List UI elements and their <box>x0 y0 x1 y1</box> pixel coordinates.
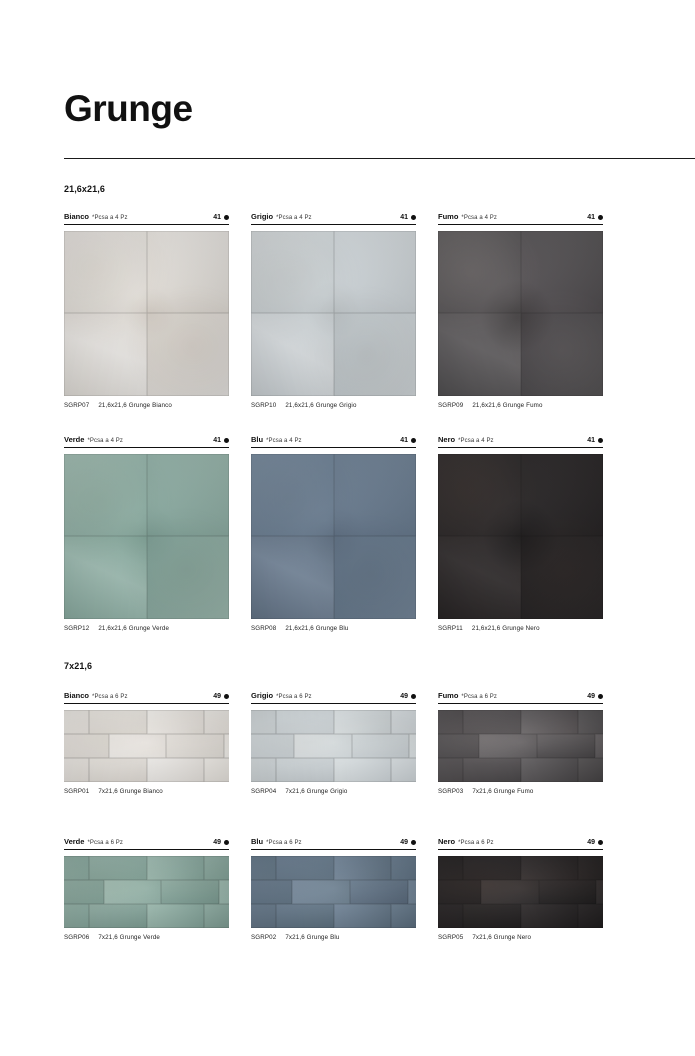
product-head-right <box>587 839 603 846</box>
product-caption <box>438 402 603 409</box>
product-cell-grigio-7[interactable] <box>251 691 416 795</box>
product-row <box>64 212 603 409</box>
pieces-note: *Pcsа a 6 Pz <box>458 840 494 846</box>
color-name: Fumo <box>438 691 459 700</box>
product-head-right <box>587 693 603 700</box>
tile-swatch-image <box>438 856 603 928</box>
product-head-left <box>64 212 128 221</box>
tile-swatch-image <box>251 231 416 396</box>
product-head <box>64 837 229 850</box>
product-head-left <box>251 837 302 846</box>
product-code: SGRP11 <box>438 624 463 632</box>
product-head <box>251 212 416 225</box>
product-caption <box>251 625 416 632</box>
color-name: Blu <box>251 837 264 846</box>
pieces-note: *Pcsа a 4 Pz <box>458 438 494 444</box>
bullet-dot-icon <box>598 694 603 699</box>
product-head-left <box>251 691 312 700</box>
quantity-value: 41 <box>400 214 408 221</box>
tile-swatch-image <box>438 231 603 396</box>
product-code: SGRP01 <box>64 787 90 795</box>
product-description: 7x21,6 Grunge Bianco <box>98 787 163 795</box>
pieces-note: *Pcsа a 4 Pz <box>92 215 128 221</box>
quantity-value: 41 <box>213 437 221 444</box>
product-cell-verde-7[interactable] <box>64 837 229 941</box>
quantity-value: 49 <box>213 693 221 700</box>
product-code: SGRP02 <box>251 933 277 941</box>
tile-swatch-image <box>64 231 229 396</box>
product-cell-blu-216[interactable] <box>251 435 416 632</box>
color-name: Bianco <box>64 212 90 221</box>
product-code: SGRP06 <box>64 933 90 941</box>
product-head <box>64 691 229 704</box>
quantity-value: 41 <box>587 214 595 221</box>
color-name: Blu <box>251 435 264 444</box>
quantity-value: 49 <box>213 839 221 846</box>
product-cell-verde-216[interactable] <box>64 435 229 632</box>
product-cell-grigio-216[interactable] <box>251 212 416 409</box>
product-description: 21,6x21,6 Grunge Blu <box>285 624 349 632</box>
color-name: Verde <box>64 837 85 846</box>
product-description: 7x21,6 Grunge Blu <box>285 933 340 941</box>
product-head <box>438 435 603 448</box>
quantity-value: 49 <box>400 693 408 700</box>
product-head-left <box>64 435 123 444</box>
quantity-value: 41 <box>587 437 595 444</box>
product-caption <box>438 625 603 632</box>
product-description: 7x21,6 Grunge Verde <box>98 933 161 941</box>
bullet-dot-icon <box>598 840 603 845</box>
pieces-note: *Pcsа a 6 Pz <box>276 694 312 700</box>
product-head-right <box>213 839 229 846</box>
pieces-note: *Pcsа a 6 Pz <box>92 694 128 700</box>
product-cell-bianco-216[interactable] <box>64 212 229 409</box>
bullet-dot-icon <box>411 215 416 220</box>
bullet-dot-icon <box>598 215 603 220</box>
tile-swatch-image <box>438 710 603 782</box>
product-description: 21,6x21,6 Grunge Fumo <box>472 401 543 409</box>
product-head-right <box>400 214 416 221</box>
product-code: SGRP03 <box>438 787 464 795</box>
product-description: 7x21,6 Grunge Grigio <box>285 787 348 795</box>
product-head-right <box>213 437 229 444</box>
product-code: SGRP07 <box>64 401 90 409</box>
product-cell-fumo-216[interactable] <box>438 212 603 409</box>
product-description: 7x21,6 Grunge Nero <box>472 933 532 941</box>
product-head <box>438 837 603 850</box>
product-caption <box>251 788 416 795</box>
product-cell-nero-7[interactable] <box>438 837 603 941</box>
product-caption <box>64 934 229 941</box>
product-code: SGRP05 <box>438 933 464 941</box>
color-name: Grigio <box>251 691 274 700</box>
section-label-216: 21,6x21,6 <box>64 184 105 194</box>
product-head-right <box>400 437 416 444</box>
product-row <box>64 691 603 795</box>
tile-swatch-image <box>64 856 229 928</box>
product-head <box>251 837 416 850</box>
product-description: 21,6x21,6 Grunge Verde <box>98 624 170 632</box>
product-head <box>64 212 229 225</box>
bullet-dot-icon <box>224 438 229 443</box>
product-head-right <box>400 693 416 700</box>
product-caption <box>64 625 229 632</box>
color-name: Verde <box>64 435 85 444</box>
product-head-left <box>64 691 128 700</box>
product-caption <box>64 402 229 409</box>
product-cell-blu-7[interactable] <box>251 837 416 941</box>
product-head <box>438 212 603 225</box>
product-code: SGRP08 <box>251 624 277 632</box>
product-caption <box>438 788 603 795</box>
product-description: 21,6x21,6 Grunge Nero <box>471 624 540 632</box>
product-code: SGRP10 <box>251 401 277 409</box>
pieces-note: *Pcsа a 4 Pz <box>87 438 123 444</box>
section-label-7: 7x21,6 <box>64 661 93 671</box>
product-head-right <box>400 839 416 846</box>
quantity-value: 49 <box>587 839 595 846</box>
product-description: 21,6x21,6 Grunge Grigio <box>285 401 357 409</box>
product-head-left <box>64 837 123 846</box>
tile-swatch-image <box>251 856 416 928</box>
product-row <box>64 837 603 941</box>
quantity-value: 49 <box>587 693 595 700</box>
bullet-dot-icon <box>411 438 416 443</box>
product-cell-bianco-7[interactable] <box>64 691 229 795</box>
pieces-note: *Pcsа a 4 Pz <box>266 438 302 444</box>
product-caption <box>438 934 603 941</box>
product-cell-nero-216[interactable] <box>438 435 603 632</box>
title-divider <box>64 158 695 159</box>
product-code: SGRP12 <box>64 624 90 632</box>
color-name: Grigio <box>251 212 274 221</box>
bullet-dot-icon <box>224 215 229 220</box>
product-head-left <box>251 435 302 444</box>
tile-swatch-image <box>64 454 229 619</box>
bullet-dot-icon <box>411 840 416 845</box>
tile-swatch-image <box>251 710 416 782</box>
bullet-dot-icon <box>224 694 229 699</box>
product-row <box>64 435 603 632</box>
color-name: Nero <box>438 435 456 444</box>
product-head-left <box>438 691 497 700</box>
color-name: Fumo <box>438 212 459 221</box>
product-head-left <box>438 837 494 846</box>
product-head-right <box>587 437 603 444</box>
product-head <box>251 435 416 448</box>
product-head <box>251 691 416 704</box>
product-code: SGRP04 <box>251 787 277 795</box>
pieces-note: *Pcsа a 6 Pz <box>266 840 302 846</box>
tile-swatch-image <box>438 454 603 619</box>
product-head-right <box>587 214 603 221</box>
product-head-left <box>438 212 497 221</box>
tile-swatch-image <box>251 454 416 619</box>
product-description: 21,6x21,6 Grunge Bianco <box>98 401 172 409</box>
product-head <box>438 691 603 704</box>
page-title: Grunge <box>64 88 193 129</box>
bullet-dot-icon <box>598 438 603 443</box>
product-cell-fumo-7[interactable] <box>438 691 603 795</box>
product-description: 7x21,6 Grunge Fumo <box>472 787 534 795</box>
pieces-note: *Pcsа a 4 Pz <box>461 215 497 221</box>
product-head <box>64 435 229 448</box>
color-name: Bianco <box>64 691 90 700</box>
product-caption <box>251 402 416 409</box>
bullet-dot-icon <box>411 694 416 699</box>
product-head-left <box>438 435 494 444</box>
product-caption <box>64 788 229 795</box>
color-name: Nero <box>438 837 456 846</box>
product-head-right <box>213 693 229 700</box>
product-code: SGRP09 <box>438 401 464 409</box>
tile-swatch-image <box>64 710 229 782</box>
product-head-left <box>251 212 312 221</box>
product-head-right <box>213 214 229 221</box>
product-caption <box>251 934 416 941</box>
quantity-value: 41 <box>400 437 408 444</box>
quantity-value: 49 <box>400 839 408 846</box>
bullet-dot-icon <box>224 840 229 845</box>
pieces-note: *Pcsа a 6 Pz <box>461 694 497 700</box>
pieces-note: *Pcsа a 6 Pz <box>87 840 123 846</box>
quantity-value: 41 <box>213 214 221 221</box>
pieces-note: *Pcsа a 4 Pz <box>276 215 312 221</box>
